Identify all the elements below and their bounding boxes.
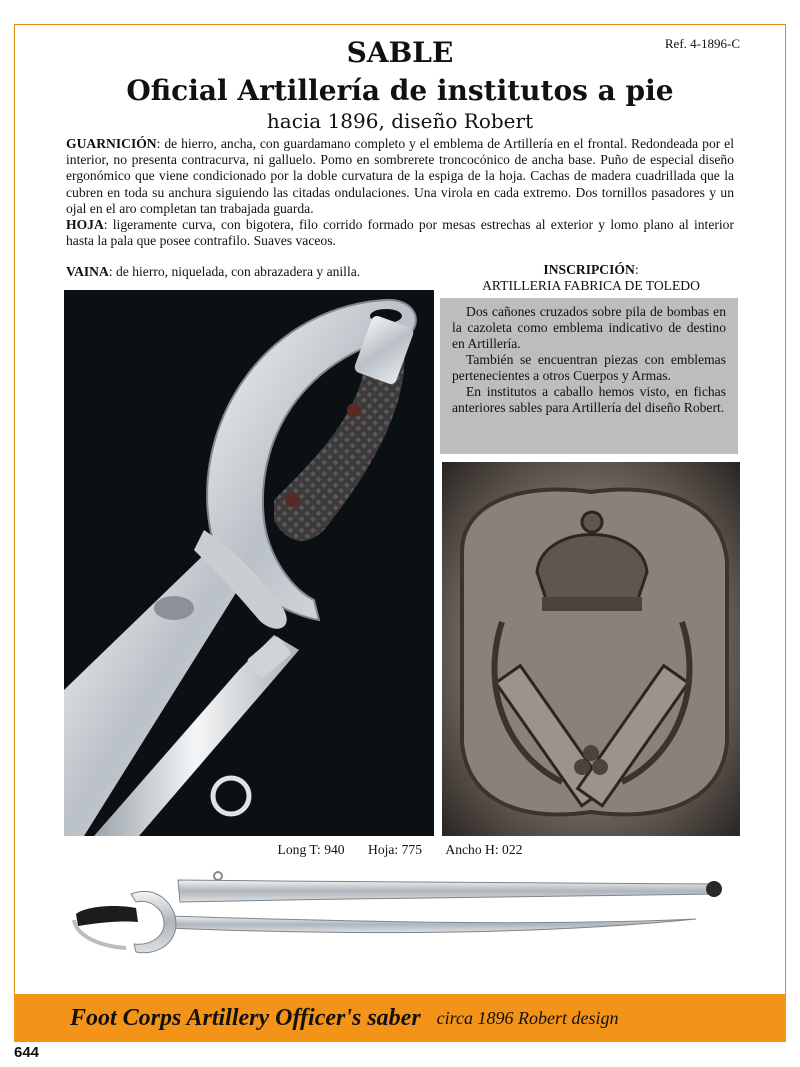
- blade-length: Hoja: 775: [368, 842, 422, 857]
- full-saber-photo: [66, 864, 734, 964]
- emblem-photo: [442, 462, 740, 836]
- inscription-heading: [446, 262, 736, 278]
- page-date-design: hacia 1896, diseño Robert: [266, 109, 534, 133]
- emblem-note: [440, 298, 738, 454]
- description-block: [66, 136, 734, 249]
- inscription-text: ARTILLERIA FABRICA DE TOLEDO: [482, 278, 700, 293]
- hoja-paragraph: [66, 217, 734, 249]
- english-subtitle: circa 1896 Robert design: [436, 1007, 619, 1028]
- guarnicion-label: GUARNICIÓN: [66, 136, 157, 151]
- vaina-paragraph: [66, 264, 360, 280]
- dimensions-line: [0, 842, 800, 858]
- vaina-label: VAINA: [66, 264, 109, 279]
- inscription-label: INSCRIPCIÓN: [543, 262, 635, 277]
- guarnicion-paragraph: [66, 136, 734, 217]
- page-number: 644: [14, 1044, 40, 1061]
- note-paragraph-2: También se encuentran piezas con emblemas pertenecientes a otros Cuerpos y Armas.: [452, 352, 726, 383]
- page-subtitle: Oficial Artillería de institutos a pie: [126, 74, 674, 107]
- reference-code: Ref. 4-1896-C: [664, 36, 740, 51]
- note-paragraph-3: En institutos a caballo hemos visto, en fichas anteriores sables para Artillería del diseño Robert.: [452, 384, 726, 415]
- english-title-banner: [14, 994, 786, 1042]
- english-title: Foot Corps Artillery Officer's saber: [70, 1004, 421, 1031]
- guarnicion-text: : de hierro, ancha, con guardamano completo y el emblema de Artillería en el frontal. Redondeada por el interior, no presenta contracurva, ni galluelo. Pomo en sombrerete troncocónico de ancha base. Puño de especial diseño ergonómico que viene condicionado por la doble curvatura de la espiga de la hoja. Cachas de madera cuadrillada que la cubren en toda su anchura siguiendo las citadas ondulaciones. Una virola en cada extremo. Dos tornillos pasadores y un ojal en el aro completan tan trabajada guarda.: [66, 136, 734, 216]
- total-length: Long T: 940: [277, 842, 345, 857]
- hoja-label: HOJA: [66, 217, 104, 233]
- hoja-text: : ligeramente curva, con bigotera, filo corrido formado por mesas estrechas al exterior y lomo plano al interior hasta la pala que posee contrafilo. Suaves vaceos.: [66, 217, 734, 249]
- vaina-text: : de hierro, niquelada, con abrazadera y anilla.: [108, 264, 361, 279]
- hilt-illustration: [64, 290, 434, 836]
- hilt-photo: [64, 290, 434, 836]
- emblem-illustration: [442, 462, 740, 836]
- inscription-colon: :: [634, 262, 639, 277]
- saber-illustration: [66, 864, 734, 964]
- blade-width: Ancho H: 022: [445, 842, 523, 857]
- note-paragraph-1: Dos cañones cruzados sobre pila de bombas en la cazoleta como emblema indicativo de destino en Artillería.: [452, 304, 726, 351]
- page-title: SABLE: [346, 36, 454, 69]
